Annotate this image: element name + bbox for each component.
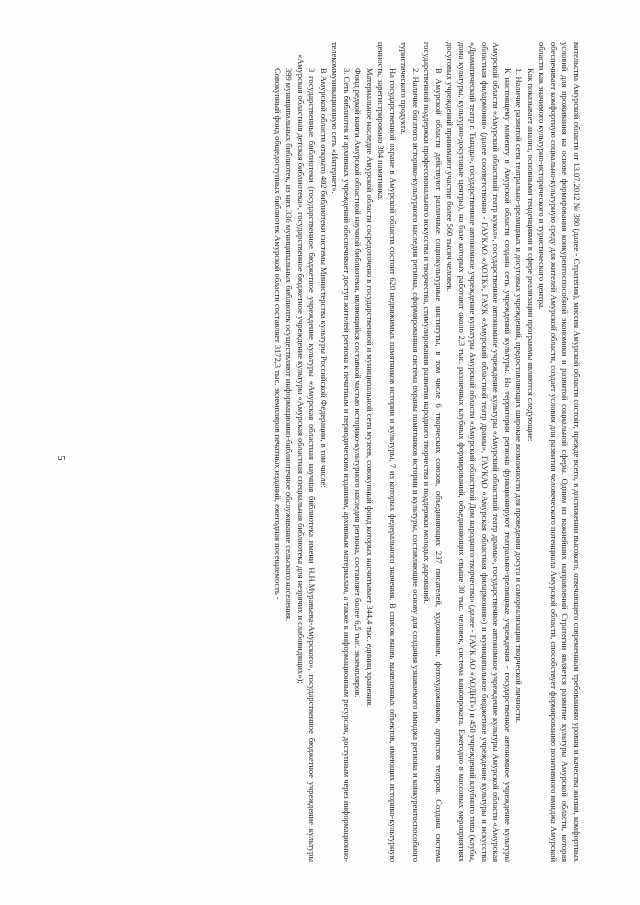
paragraph-library-fund: Совокупный фонд общедоступных библиотек Амурской области составляет 3172,3 тыс. экземпляров печатных изданий, ежегодная посещаемость - [273, 68, 283, 600]
page-number: 5 [54, 455, 67, 461]
paragraph-state-libraries: 3 государственные библиотеки (государственное бюджетное учреждение культуры «Амурская областная научная библиотека имени Н.Н.Муравьева-Амурского», государственное бюджетное учреждение культуры «Амурская областная детская библиотека», государственное бюджетное учреждение культуры «Амурская областная специальная библиотека для незрячих и слабовидящих»); [296, 54, 318, 862]
paragraph-creative-unions: В Амурской области действуют различные социокультурные институты, в том числе 6 творческих союзов, объединяющих 237 писателей, художников, фотохудожников, артистов театров. Создана система государственной поддержки профессионального искусства и творчества, стимулирования развития народного творчества и поддержки молодых дарований. [422, 42, 444, 862]
paragraph-trend-3: 3. Сеть библиотек и архивных учреждений обеспечивает доступ жителей региона к печатным и периодическим изданиям, архивным материалам, а также к информационным ресурсам, доступным через информационно-телекоммуникационную сеть «Интернет». [330, 42, 352, 862]
paragraph-libraries-count: В Амурской области открыто 402 библиотеки системы Министерства культуры Российской Федерации, в том числе: [319, 68, 329, 488]
paragraph-trend-1: 1. Наличие развитой сети театрально-зрелищных и досуговых учреждений, предоставляющих широкие возможности для проведения досуга и самореализации творческой личности. [514, 68, 525, 723]
paragraph-institutions-network: К настоящему моменту в Амурской области создана сеть учреждений культуры. На территории региона функционируют театрально-зрелищные учреждения - государственное автономное учреждение культуры Амурской области «Амурский областной театр кукол», государственное автономное учреждение культуры «Амурский областной театр драмы», государственное автономное учреждение культуры Амурской области «Амурская областная филармония» (далее соответственно - ГАУКАО «АОТК», ГАУК «Амурский областной театр драмы», ГАУКАО «Амурская областная филармония») и муниципальное бюджетное учреждение культуры и искусства «Драматический театр г. Тынды», государственное автономное учреждение культуры Амурской области «Амурский областной Дом народного творчества» (далее - ГАУК АО «АОДНТ») и 450 учреждений клубного типа (клубы, дома культуры, культурно-досуговые центры), на базе которых работают около 2,3 тыс. различных клубных формирований, объединяющих свыше 30 тыс. человек, система кинопроката. Ежегодно в массовых мероприятиях досуговых учреждений принимают участие более 560 тысяч человек. [445, 42, 513, 862]
paragraph-strategy-mission: вительства Амурской области от 13.07.2012 № 380 (далее - Стратегия), миссия Амурской области состоит, прежде всего, в достижении высокого, отвечающего современным требованиям уровня и качества жизни, комфортных условий для проживания на основе формирования конкурентоспособной экономики и развитой социальной сферы. Одним из важнейших направлений Стратегии является развитие культуры Амурской области, которая обеспечивает комфортную социально-культурную среду для жителей Амурской области, создает условия для развития человеческого потенциала Амурской области, способствует формированию позитивного имиджа Амурской области как значимого культурно-исторического и туристического центра. [537, 42, 582, 862]
paragraph-rare-books: Фонд редкой книги Амурской областной научной библиотеки, являющийся составной частью историко-культурного наследия региона, составляет более 6,5 тыс. экземпляров. [353, 68, 364, 698]
paragraph-municipal-libraries: 399 муниципальных библиотек, из них 336 муниципальных библиотек осуществляют информационно-библиотечное обслуживание сельского населения. [284, 68, 295, 621]
paragraph-museums: Материальное наследие Амурской области сосредоточено в государственной и муниципальной сети музеев, совокупный фонд которых насчитывает 344,4 тыс. единиц хранения. [365, 68, 375, 708]
rotated-text-area [82, 42, 582, 862]
paragraph-trend-2: 2. Наличие богатого историко-культурного наследия региона, сформированная система охраны памятников истории и культуры, составляющие основу для создания узнаваемого имиджа региона и конкурентоспособного туристического продукта. [399, 42, 421, 862]
body-text [272, 42, 583, 862]
paragraph-trends-intro: Как показывает анализ, основными тенденциями в сфере реализации программы являются следующие: [526, 68, 536, 442]
paragraph-monuments: На государственной охране в Амурской области состоит 620 недвижимых памятников истории и культуры, 7 из которых федерального значения. В список вновь выявленных объектов, имеющих историко-культурную ценность, зарегистрировано 384 памятника. [376, 42, 398, 862]
